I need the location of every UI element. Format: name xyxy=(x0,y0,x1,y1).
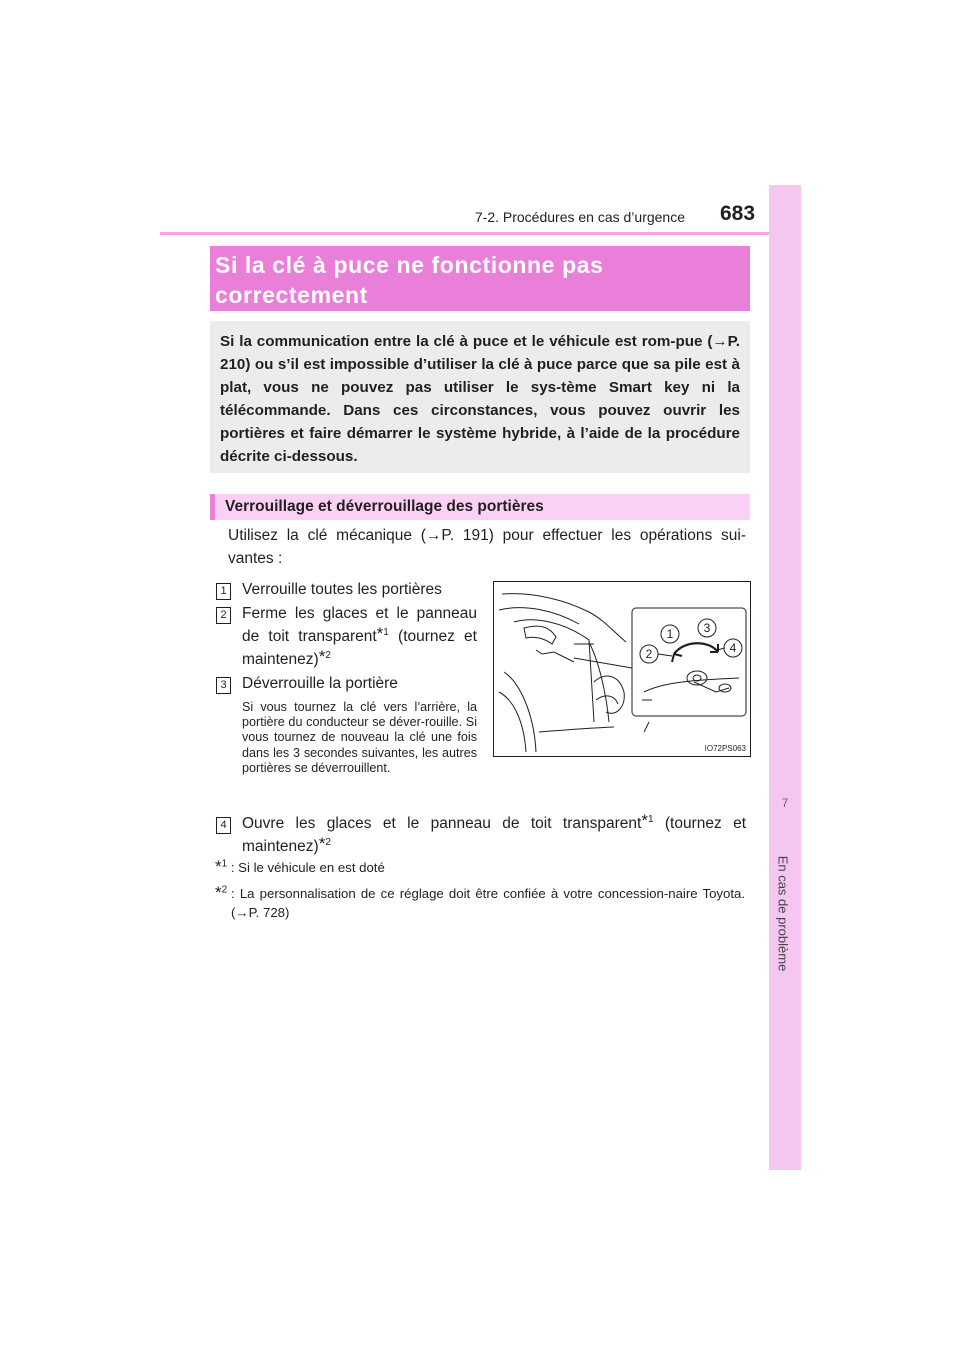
item-4-text: Ouvre les glaces et le panneau de toit transparent*$^1$ (tournez et maintenez)*$^2$ xyxy=(242,811,746,855)
chapter-number: 7 xyxy=(781,796,789,810)
figure-label-3: 3 xyxy=(703,621,711,635)
item-number-4: 4 xyxy=(216,817,231,834)
intro-box xyxy=(210,321,750,473)
subheading: Verrouillage et déverrouillage des portières xyxy=(225,498,544,515)
section-title-banner xyxy=(210,246,750,311)
page-number: 683 xyxy=(720,202,756,225)
section-title: Si la clé à puce ne fonctionne pas correctement xyxy=(215,252,604,308)
chapter-label: En cas de problème xyxy=(775,855,791,972)
chapter-side-tab[interactable] xyxy=(769,185,801,1170)
header-rule xyxy=(160,232,800,235)
item-1-text: Verrouille toutes les portières xyxy=(242,581,442,598)
item-3-note: Si vous tournez la clé vers l’arrière, la portière du conducteur se déver-rouille. Si vous tournez de nouveau la clé une fois dans les 3 secondes suivantes, les autres portières se déverrouillent. xyxy=(242,700,477,775)
figure-label-1: 1 xyxy=(666,627,674,641)
intro-text: Si la communication entre la clé à puce et le véhicule est rom-pue (→P. 210) ou s’il est impossible d’utiliser la clé à puce parce que sa pile est à plat, vous ne pouvez pas utiliser le sys-tème Smart key ni la télécommande. Dans ces circonstances, vous pouvez ouvrir les portières et faire démarrer le système hybride, à l’aide de la procédure décrite ci-dessous. xyxy=(220,333,740,465)
item-number-2: 2 xyxy=(216,607,231,624)
item-2-text: Ferme les glaces et le panneau de toit transparent*$^1$ (tournez et maintenez)*$^2$ xyxy=(242,605,477,668)
body-paragraph: Utilisez la clé mécanique (→P. 191) pour effectuer les opérations sui-vantes : xyxy=(228,527,746,567)
figure-label-4: 4 xyxy=(729,641,737,655)
item-number-3: 3 xyxy=(216,677,231,694)
item-number-1: 1 xyxy=(216,583,231,600)
subheading-accent-bar xyxy=(210,494,215,520)
figure-label-2: 2 xyxy=(645,647,653,661)
figure-code: IO72PS063 xyxy=(704,744,746,753)
key-door-illustration xyxy=(493,581,751,757)
car-door-lock-drawing xyxy=(494,582,750,756)
footnote-1: *$^1$ : Si le véhicule en est doté xyxy=(215,857,385,876)
item-3-text: Déverrouille la portière xyxy=(242,675,398,692)
